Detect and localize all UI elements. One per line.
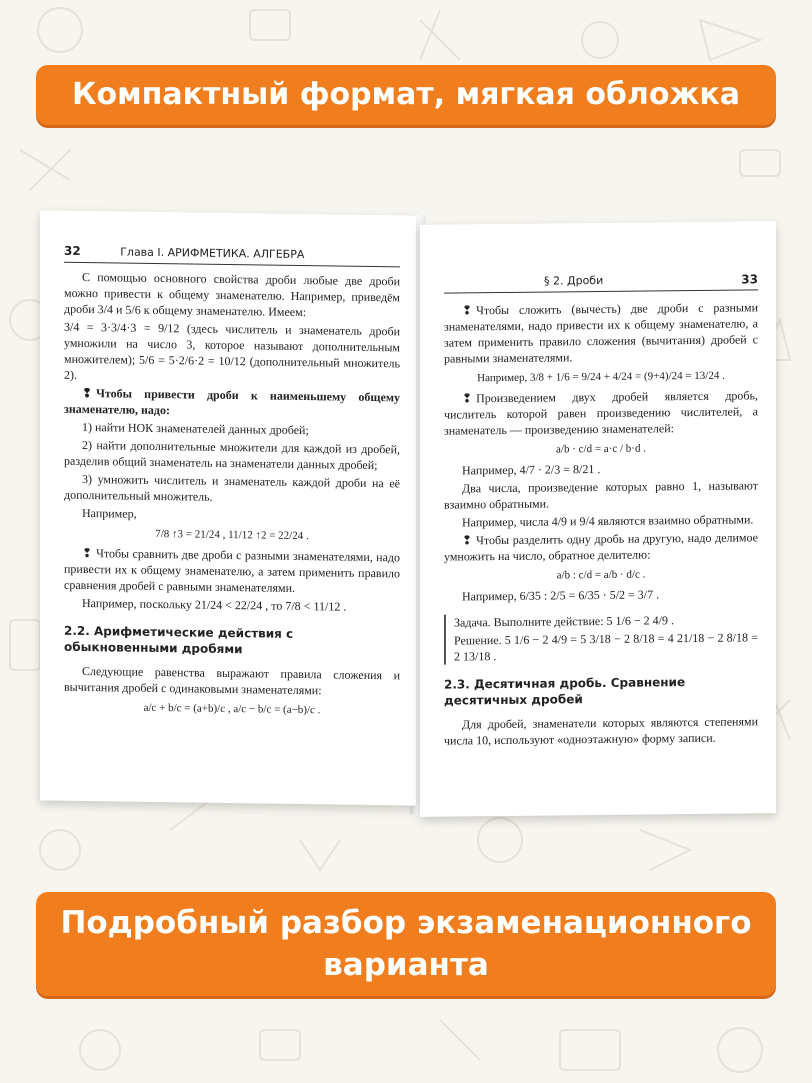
rule-paragraph: ❢ Чтобы разделить одну дробь на другую, надо делимое умножить на число, обратное делителю: (444, 529, 758, 564)
page-number: 32 (64, 243, 81, 258)
bottom-banner (36, 892, 776, 996)
right-content (444, 299, 758, 750)
page-number: 33 (741, 272, 758, 287)
left-content (64, 269, 400, 724)
rule-paragraph: ❢ Чтобы привести дроби к наименьшему общему знаменателю, надо: (64, 385, 400, 422)
solution-text: Решение. 5 1/6 − 2 4/9 = 5 3/18 − 2 8/18 = 4 21/18 − 2 8/18 = 2 13/18 . (454, 630, 758, 664)
paragraph: С помощью основного свойства дроби любые две дроби можно привести к общему знаменателю. Например, приведём дроби 3/4 и 5/6 к общему знаменателю. Имеем: (64, 269, 400, 320)
section-heading: 2.2. Арифметические действия с обыкновенными дробями (64, 623, 294, 657)
top-banner (36, 65, 776, 125)
paragraph: Следующие равенства выражают правила сложения и вычитания дробей с одинаковыми знаменателями: (64, 663, 400, 698)
task-text: Задача. Выполните действие: 5 1/6 − 2 4/9 . (454, 613, 674, 630)
paragraph: Два числа, произведение которых равно 1, называют взаимно обратными. (444, 478, 758, 512)
formula-paragraph: Например, поскольку 21/24 < 22/24 , то 7/8 < 11/12 . (82, 595, 347, 614)
open-book (38, 205, 776, 815)
task-block (444, 611, 758, 664)
chapter-title: Глава I. АРИФМЕТИКА. АЛГЕБРА (120, 245, 305, 262)
step-item: 3) умножить числитель и знаменатель каждой дроби на её дополнительный множитель. (64, 471, 400, 504)
section-title: § 2. Дроби (544, 273, 604, 288)
rule-paragraph: ❢ Чтобы сравнить две дроби с разными знаменателями, надо привести их к общему знаменателю, а затем применить правило сравнения дробей с равными знаменателями. (64, 545, 400, 598)
paragraph-formula: 3/4 = 3·3/4·3 = 9/12 (здесь числитель и знаменатель дроби умножили на число 3, которое называют дополнительным множителем); 5/6 = 5·2/6·2 = 10/12 (дополнительный множитель 2). (64, 319, 400, 382)
formula-paragraph: Например, 4/7 · 2/3 = 8/21 . (462, 461, 601, 478)
bottom-banner-line1: Подробный разбор экзаменационного (60, 905, 752, 941)
top-banner-text: Компактный формат, мягкая обложка (72, 77, 740, 112)
formula: a/b : c/d = a/b · d/c . (556, 568, 646, 582)
rule-paragraph: ❢ Произведением двух дробей является дробь, числитель которой равен произведению числителей, а знаменатель — произведению знаменателей: (444, 387, 758, 438)
formula: Например, 3/8 + 1/6 = 9/24 + 4/24 = (9+4)/24 = 13/24 . (477, 369, 725, 385)
right-running-head (444, 271, 758, 293)
formula-paragraph: Например, числа 4/9 и 9/4 являются взаимно обратными. (462, 512, 754, 530)
right-page (420, 221, 776, 817)
example-label: Например, (82, 505, 137, 521)
rule-paragraph: ❢ Чтобы сложить (вычесть) две дроби с разными знаменателями, надо привести их к общему знаменателю, а затем применить правило сложения (вычитания) дробей с равными знаменателями. (444, 299, 758, 366)
left-page (40, 210, 416, 805)
step-item: 1) найти НОК знаменателей данных дробей; (82, 419, 309, 438)
formula-paragraph: Например, 6/35 : 2/5 = 6/35 · 5/2 = 3/7 . (462, 587, 660, 604)
formula: a/b · c/d = a·c / b·d . (556, 442, 646, 456)
left-running-head (64, 243, 400, 268)
formula: 7/8 ↑3 = 21/24 , 11/12 ↑2 = 22/24 . (155, 527, 309, 543)
section-heading: 2.3. Десятичная дробь. Сравнение десятичных дробей (444, 675, 686, 708)
formula: a/c + b/c = (a+b)/c , a/c − b/c = (a−b)/c . (143, 701, 321, 717)
paragraph: Для дробей, знаменатели которых являются степенями числа 10, используют «одноэтажную» форму записи. (444, 714, 758, 748)
bottom-banner-line2: варианта (323, 947, 489, 983)
step-item: 2) найти дополнительные множители для каждой из дробей, разделив общий знаменатель на знаменатели данных дробей; (64, 437, 400, 473)
